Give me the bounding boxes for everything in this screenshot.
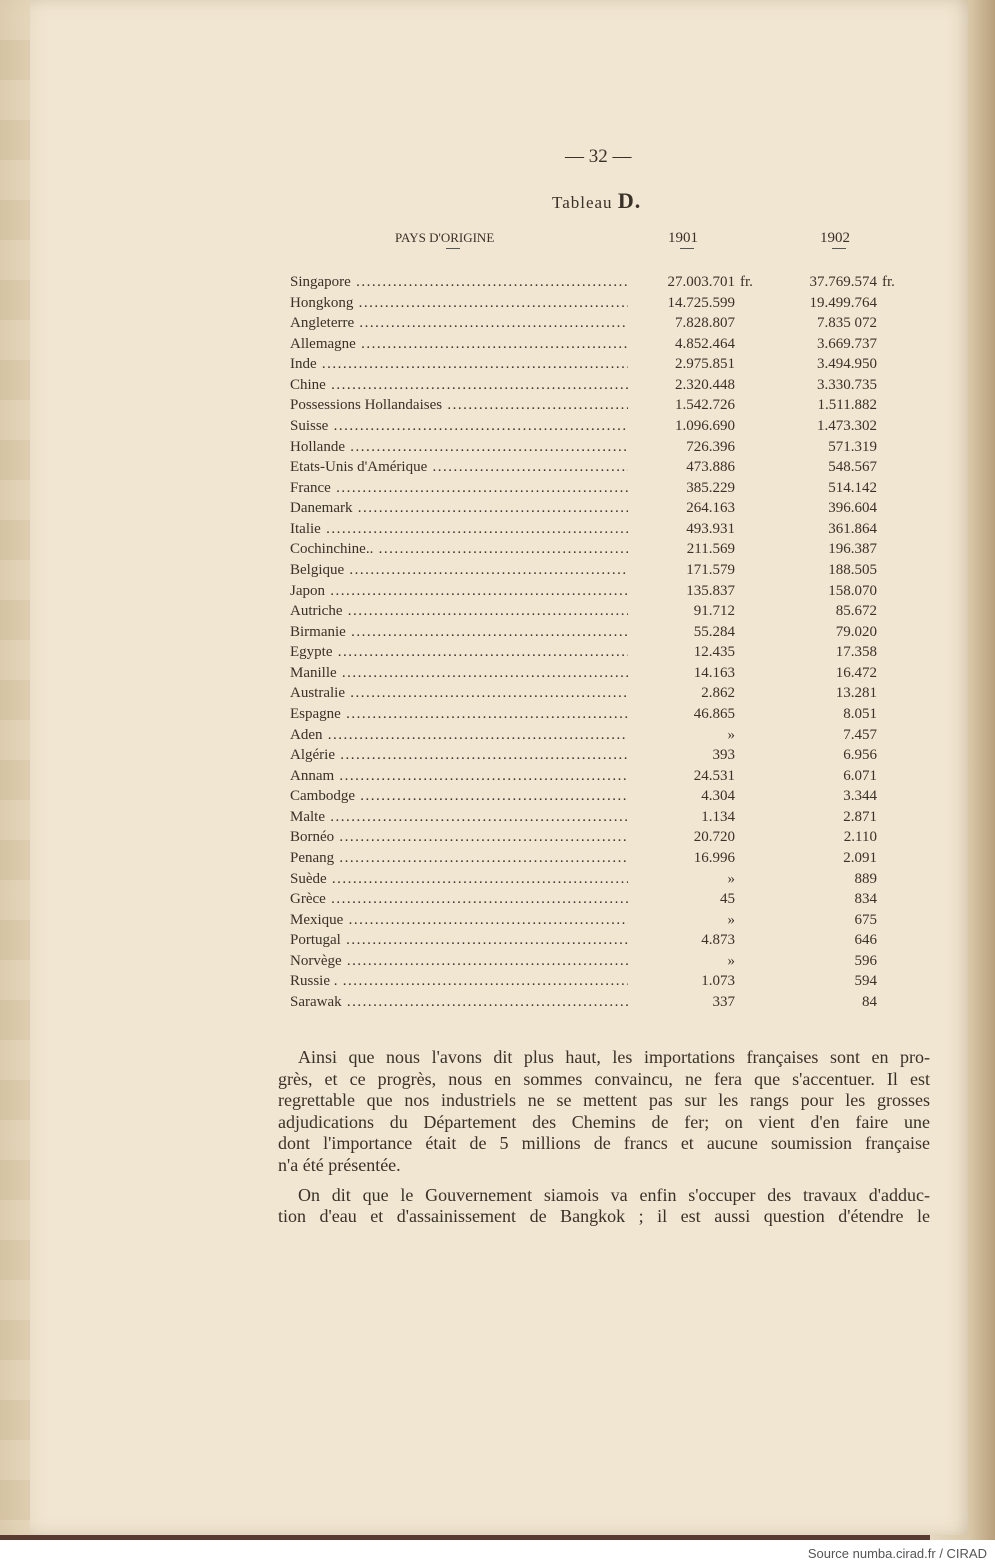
country-name: Egypte ..... [290, 642, 628, 662]
text-line: n'a été présentée. [278, 1154, 401, 1175]
country-name: Mexique ..... [290, 910, 628, 930]
country-name: Algérie ..... [290, 745, 628, 765]
value-1902: 571.319 [828, 438, 877, 455]
value-1901: 4.852.464 [675, 335, 735, 352]
value-1902: 3.330.735 [817, 376, 877, 393]
value-1901: 14.725.599 [667, 294, 735, 311]
table-title [552, 188, 641, 214]
value-1901: 171.579 [686, 561, 735, 578]
value-1902: 6.956 [843, 747, 877, 764]
value-1901: 16.996 [693, 849, 735, 866]
value-1901: 2.975.851 [675, 356, 735, 373]
value-1902: 1.511.882 [817, 397, 877, 414]
value-1901: 1.096.690 [675, 417, 735, 434]
country-name: Danemark ..... [290, 498, 628, 518]
country-name: Espagne ..... [290, 704, 628, 724]
header-dash [446, 248, 460, 249]
value-1901: 385.229 [686, 479, 735, 496]
country-name: Portugal ..... [290, 930, 628, 950]
value-1902: 596 [854, 952, 877, 969]
text-line: adjudications du Département des Chemins de fer; on vient d'en faire une [278, 1111, 930, 1132]
value-1901: 55.284 [693, 623, 735, 640]
value-1901: 211.569 [686, 541, 735, 558]
value-1902: 3.669.737 [817, 335, 877, 352]
header-dash [680, 248, 694, 249]
country-name: Sarawak ..... [290, 992, 628, 1012]
value-1901: » [727, 911, 735, 928]
value-1902: 1.473.302 [817, 417, 877, 434]
paragraph [278, 1047, 930, 1177]
country-name: Italie ..... [290, 519, 628, 539]
country-name: Suède ..... [290, 869, 628, 889]
value-1901: 393 [712, 747, 735, 764]
header-dash [832, 248, 846, 249]
country-name: Possessions Hollandaises ..... [290, 395, 628, 415]
country-name: Australie ..... [290, 683, 628, 703]
country-name: Singapore ..... [290, 272, 628, 292]
value-1902: 646 [854, 932, 877, 949]
country-name: Russie . ..... [290, 971, 628, 991]
value-1902: 188.505 [828, 561, 877, 578]
value-1902: 19.499.764 [809, 294, 877, 311]
value-1901: 1.073 [701, 973, 735, 990]
country-name: Birmanie ..... [290, 622, 628, 642]
value-1901: 4.304 [701, 788, 735, 805]
text-line: regrettable que nos industriels ne se mettent pas sur les rangs pour les grosses [278, 1090, 930, 1111]
value-1901: 27.003.701 [667, 274, 735, 290]
text-line: dont l'importance était de 5 millions de francs et aucune soumission française [278, 1133, 930, 1154]
value-1902: 196.387 [828, 541, 877, 558]
value-1902: 3.344 [843, 788, 877, 805]
value-1901: 7.828.807 [675, 315, 735, 332]
header-1901: 1901 [668, 230, 698, 246]
value-1901: 1.542.726 [675, 397, 735, 414]
value-1901: 14.163 [693, 664, 735, 681]
value-1902: 8.051 [843, 705, 877, 722]
value-1902: 16.472 [835, 664, 877, 681]
value-1902: 548.567 [828, 459, 877, 476]
country-name: Malte ..... [290, 807, 628, 827]
value-1901: » [727, 952, 735, 969]
text-line: On dit que le Gouvernement siamois va enfin s'occuper des travaux d'adduc- [298, 1184, 930, 1205]
value-1902: 17.358 [835, 644, 877, 661]
value-1902: 79.020 [835, 623, 877, 640]
text-line: Ainsi que nous l'avons dit plus haut, les importations françaises sont en pro- [298, 1047, 930, 1067]
text-line: grès, et ce progrès, nous en sommes convaincu, ne fera que s'accentuer. Il est [278, 1068, 930, 1089]
country-name: Penang ..... [290, 848, 628, 868]
value-1901: » [727, 870, 735, 887]
value-1902: 514.142 [828, 479, 877, 496]
header-country: PAYS D'ORIGINE [395, 230, 495, 245]
value-1902: 7.835 072 [817, 315, 877, 332]
value-1902: 889 [854, 870, 877, 887]
value-1902: 6.071 [843, 767, 877, 784]
unit-label: fr. [882, 274, 895, 290]
value-1902: 594 [854, 973, 877, 990]
value-1901: 91.712 [693, 603, 735, 620]
country-name: Belgique ..... [290, 560, 628, 580]
country-name: Etats-Unis d'Amérique ..... [290, 457, 628, 477]
value-1901: 1.134 [701, 808, 735, 825]
unit-label: fr. [740, 274, 753, 290]
source-credit: Source numba.cirad.fr / CIRAD [807, 1546, 987, 1561]
value-1901: 473.886 [686, 459, 735, 476]
value-1902: 396.604 [828, 500, 877, 517]
value-1901: 493.931 [686, 520, 735, 537]
value-1901: 46.865 [693, 705, 735, 722]
country-name: Annam ..... [290, 766, 628, 786]
value-1901: 24.531 [693, 767, 735, 784]
value-1902: 2.091 [843, 849, 877, 866]
country-name: Cambodge ..... [290, 786, 628, 806]
value-1901: 2.862 [701, 685, 735, 702]
value-1902: 834 [854, 891, 877, 908]
table-title-letter: D. [617, 188, 642, 213]
country-name: Hollande ..... [290, 437, 628, 457]
value-1902: 85.672 [835, 603, 877, 620]
country-name: Chine ..... [290, 375, 628, 395]
value-1901: 264.163 [686, 500, 735, 517]
value-1902: 3.494.950 [817, 356, 877, 373]
value-1901: 337 [712, 993, 735, 1010]
value-1901: 726.396 [686, 438, 735, 455]
text-line: tion d'eau et d'assainissement de Bangkok ; il est aussi question d'étendre le [278, 1206, 930, 1227]
country-name: Cochinchine.. ..... [290, 539, 628, 559]
table-title-prefix: Tableau [552, 193, 613, 212]
value-1901: 20.720 [693, 829, 735, 846]
page-binding [0, 0, 30, 1535]
value-1901: » [727, 726, 735, 743]
value-1902: 158.070 [828, 582, 877, 599]
country-name: Hongkong ..... [290, 293, 628, 313]
country-name: Bornéo ..... [290, 827, 628, 847]
value-1902: 37.769.574 [809, 274, 877, 290]
value-1902: 13.281 [835, 685, 877, 702]
country-name: Grèce ..... [290, 889, 628, 909]
country-name: Manille ..... [290, 663, 628, 683]
country-name: Inde ..... [290, 354, 628, 374]
paragraph [278, 1185, 930, 1228]
value-1902: 7.457 [843, 726, 877, 743]
page-number: — 32 — [565, 146, 632, 167]
value-1901: 12.435 [693, 644, 735, 661]
value-1901: 135.837 [686, 582, 735, 599]
value-1902: 361.864 [828, 520, 877, 537]
header-1902: 1902 [820, 230, 850, 246]
country-name: Japon ..... [290, 581, 628, 601]
country-name: Autriche ..... [290, 601, 628, 621]
country-name: Norvège ..... [290, 951, 628, 971]
country-name: Allemagne ..... [290, 334, 628, 354]
country-name: Suisse ..... [290, 416, 628, 436]
value-1902: 2.871 [843, 808, 877, 825]
value-1902: 675 [854, 911, 877, 928]
country-name: France ..... [290, 478, 628, 498]
value-1902: 84 [862, 993, 877, 1010]
value-1901: 4.873 [701, 932, 735, 949]
value-1901: 45 [720, 891, 735, 908]
value-1901: 2.320.448 [675, 376, 735, 393]
value-1902: 2.110 [843, 829, 877, 846]
country-name: Aden ..... [290, 725, 628, 745]
country-name: Angleterre ..... [290, 313, 628, 333]
